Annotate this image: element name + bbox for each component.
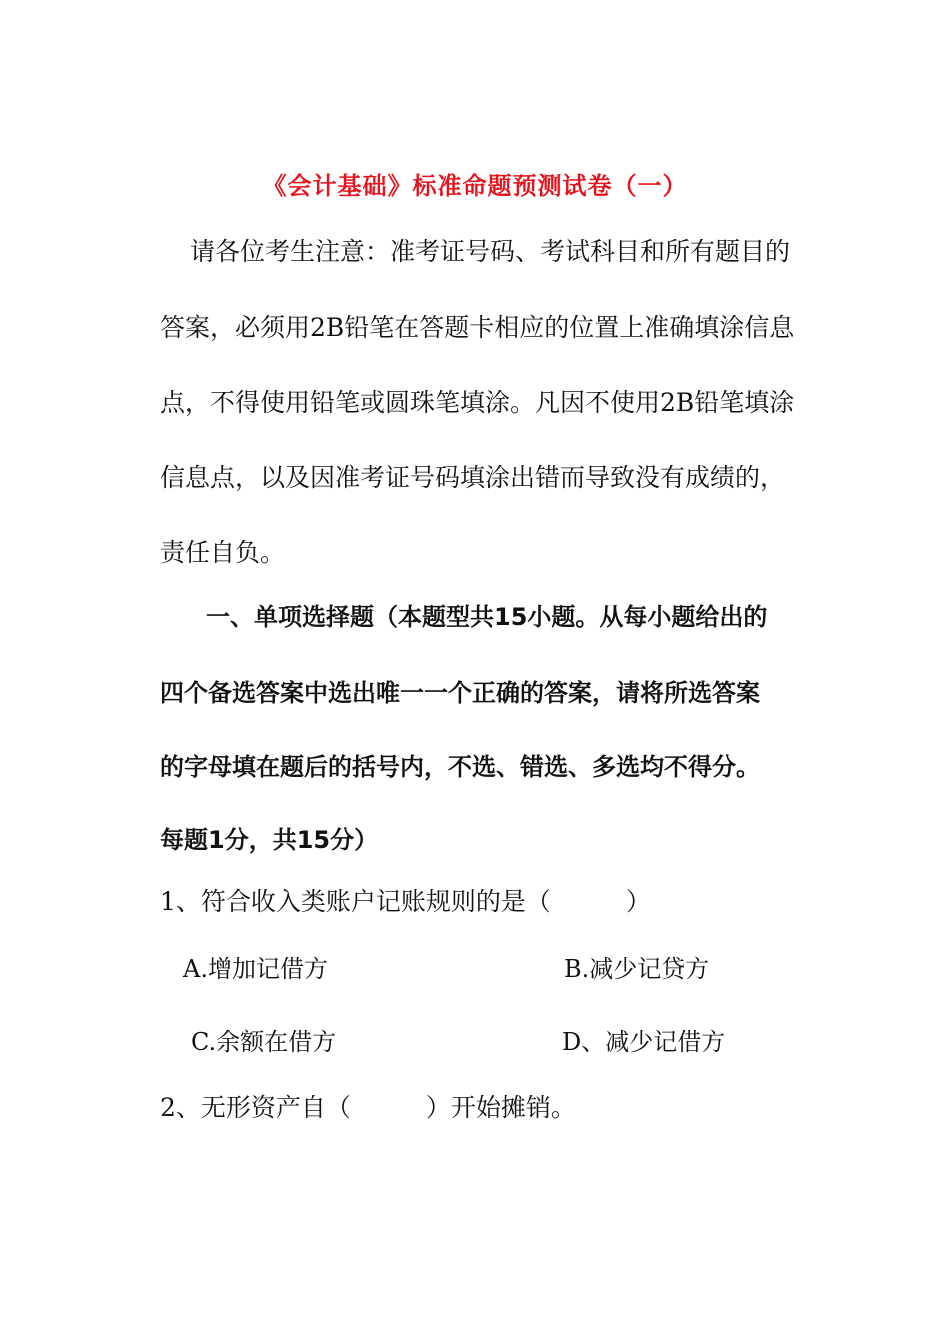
section-heading-line-2: 四个备选答案中选出唯一一个正确的答案，请将所选答案 bbox=[160, 679, 760, 707]
question-1-option-c: C.余额在借方 bbox=[191, 1028, 337, 1056]
question-2-stem: 2、无形资产自（ ）开始摊销。 bbox=[160, 1093, 576, 1122]
notice-line-5: 责任自负。 bbox=[160, 538, 286, 567]
notice-line-3: 点，不得使用铅笔或圆珠笔填涂。凡因不使用2B铅笔填涂 bbox=[160, 388, 795, 417]
notice-line-1: 请各位考生注意：准考证号码、考试科目和所有题目的 bbox=[190, 237, 791, 266]
section-heading-line-3: 的字母填在题后的括号内，不选、错选、多选均不得分。 bbox=[160, 753, 760, 781]
section-heading-line-1: 一、单项选择题（本题型共15小题。从每小题给出的 bbox=[206, 603, 768, 631]
notice-line-4: 信息点，以及因准考证号码填涂出错而导致没有成绩的， bbox=[160, 463, 786, 492]
question-1-option-a: A.增加记借方 bbox=[183, 955, 328, 983]
section-heading-line-4: 每题1分，共15分） bbox=[160, 826, 379, 854]
question-1-option-d: D、减少记借方 bbox=[562, 1028, 726, 1056]
exam-title: 《会计基础》标准命题预测试卷（一） bbox=[262, 172, 688, 200]
notice-line-2: 答案，必须用2B铅笔在答题卡相应的位置上准确填涂信息 bbox=[160, 313, 795, 342]
question-1-option-b: B.减少记贷方 bbox=[564, 955, 710, 983]
question-1-stem: 1、符合收入类账户记账规则的是（ ） bbox=[160, 887, 651, 916]
